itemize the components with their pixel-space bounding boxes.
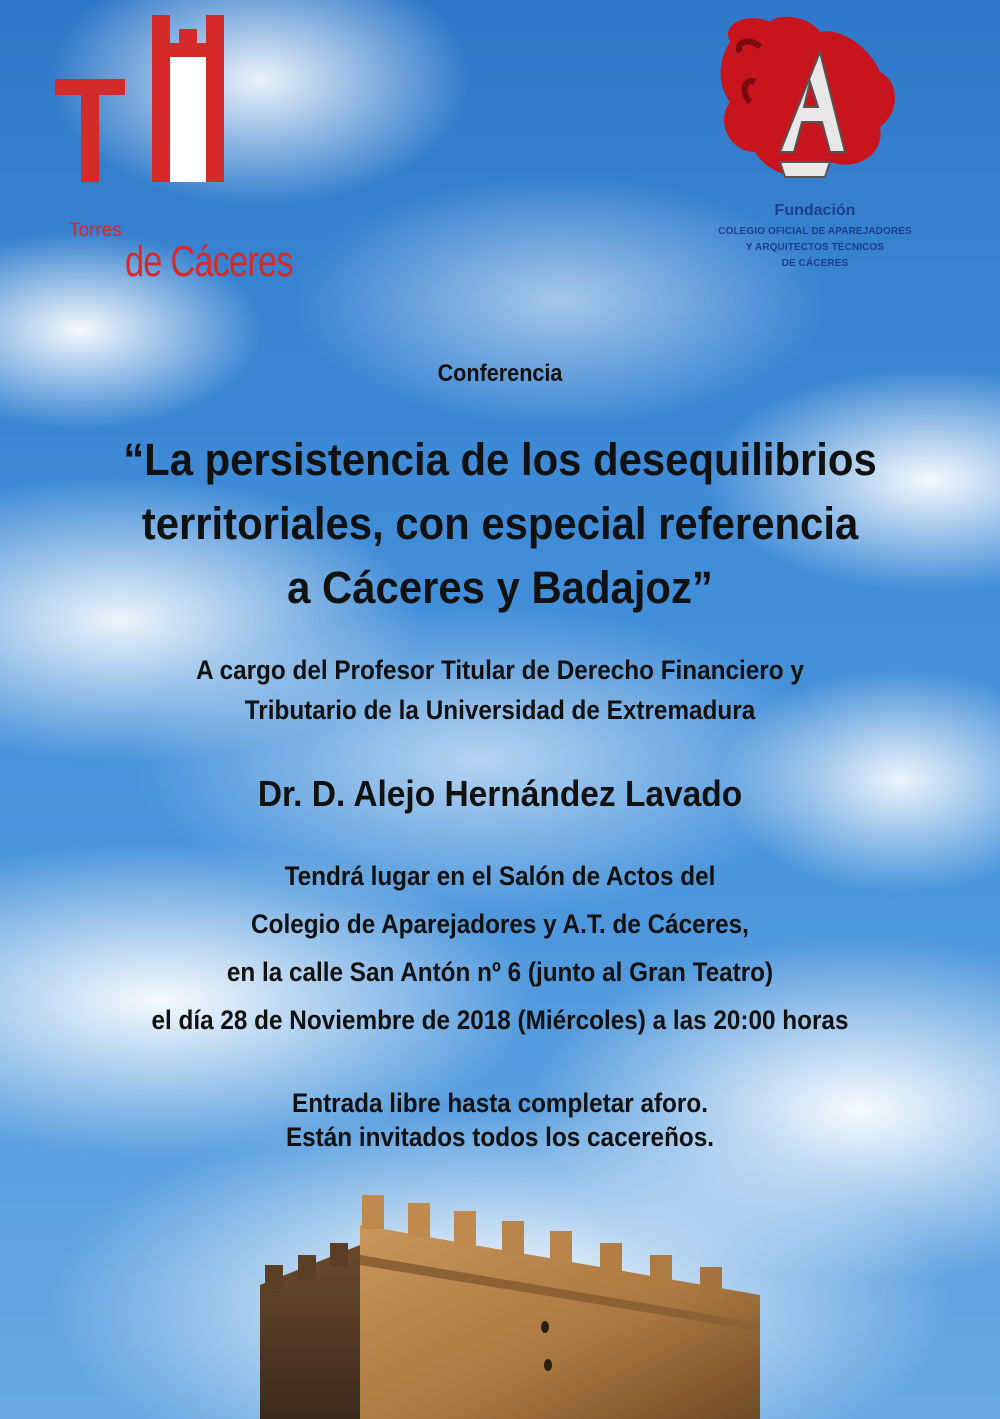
conference-title xyxy=(35,428,965,620)
venue-line: en la calle San Antón nº 6 (junto al Gran Teatro) xyxy=(226,957,774,987)
title-line: “La persistencia de los desequilibrios xyxy=(123,434,877,485)
venue-line: Colegio de Aparejadores y A.T. de Cáceres, xyxy=(251,909,749,939)
logo-colegio-line-3: DE CÁCERES xyxy=(781,258,849,269)
speaker-role xyxy=(50,650,950,730)
event-kind-label: Conferencia xyxy=(437,360,563,387)
speaker-name: Dr. D. Alejo Hernández Lavado xyxy=(257,773,743,814)
speaker-role-line: A cargo del Profesor Titular de Derecho Financiero y xyxy=(196,655,804,685)
venue-details xyxy=(50,852,950,1044)
castle-tower-image xyxy=(240,1185,760,1419)
logo-fundacion-text: Fundación xyxy=(774,202,856,219)
entry-line: Están invitados todos los cacereños. xyxy=(285,1122,715,1152)
title-line: a Cáceres y Badajoz” xyxy=(287,562,713,613)
logo-de-caceres-text: de Cáceres xyxy=(125,237,293,286)
a-emblem-icon xyxy=(710,12,920,197)
venue-line: el día 28 de Noviembre de 2018 (Miércoles) a las 20:00 horas xyxy=(151,1005,849,1035)
entry-note xyxy=(50,1086,950,1154)
tower-letter-icon xyxy=(55,15,285,215)
logo-colegio-line-1: COLEGIO OFICIAL DE APAREJADORES xyxy=(718,226,912,237)
speaker-role-line: Tributario de la Universidad de Extremadura xyxy=(244,695,756,725)
torres-de-caceres-logo xyxy=(55,15,293,295)
title-line: territoriales, con especial referencia xyxy=(141,498,859,549)
fundacion-colegio-logo xyxy=(710,12,920,282)
logo-colegio-line-2: Y ARQUITECTOS TÉCNICOS xyxy=(745,242,885,253)
logo-torres-text: Torres xyxy=(69,220,122,241)
venue-line: Tendrá lugar en el Salón de Actos del xyxy=(284,861,716,891)
entry-line: Entrada libre hasta completar aforo. xyxy=(292,1088,708,1118)
